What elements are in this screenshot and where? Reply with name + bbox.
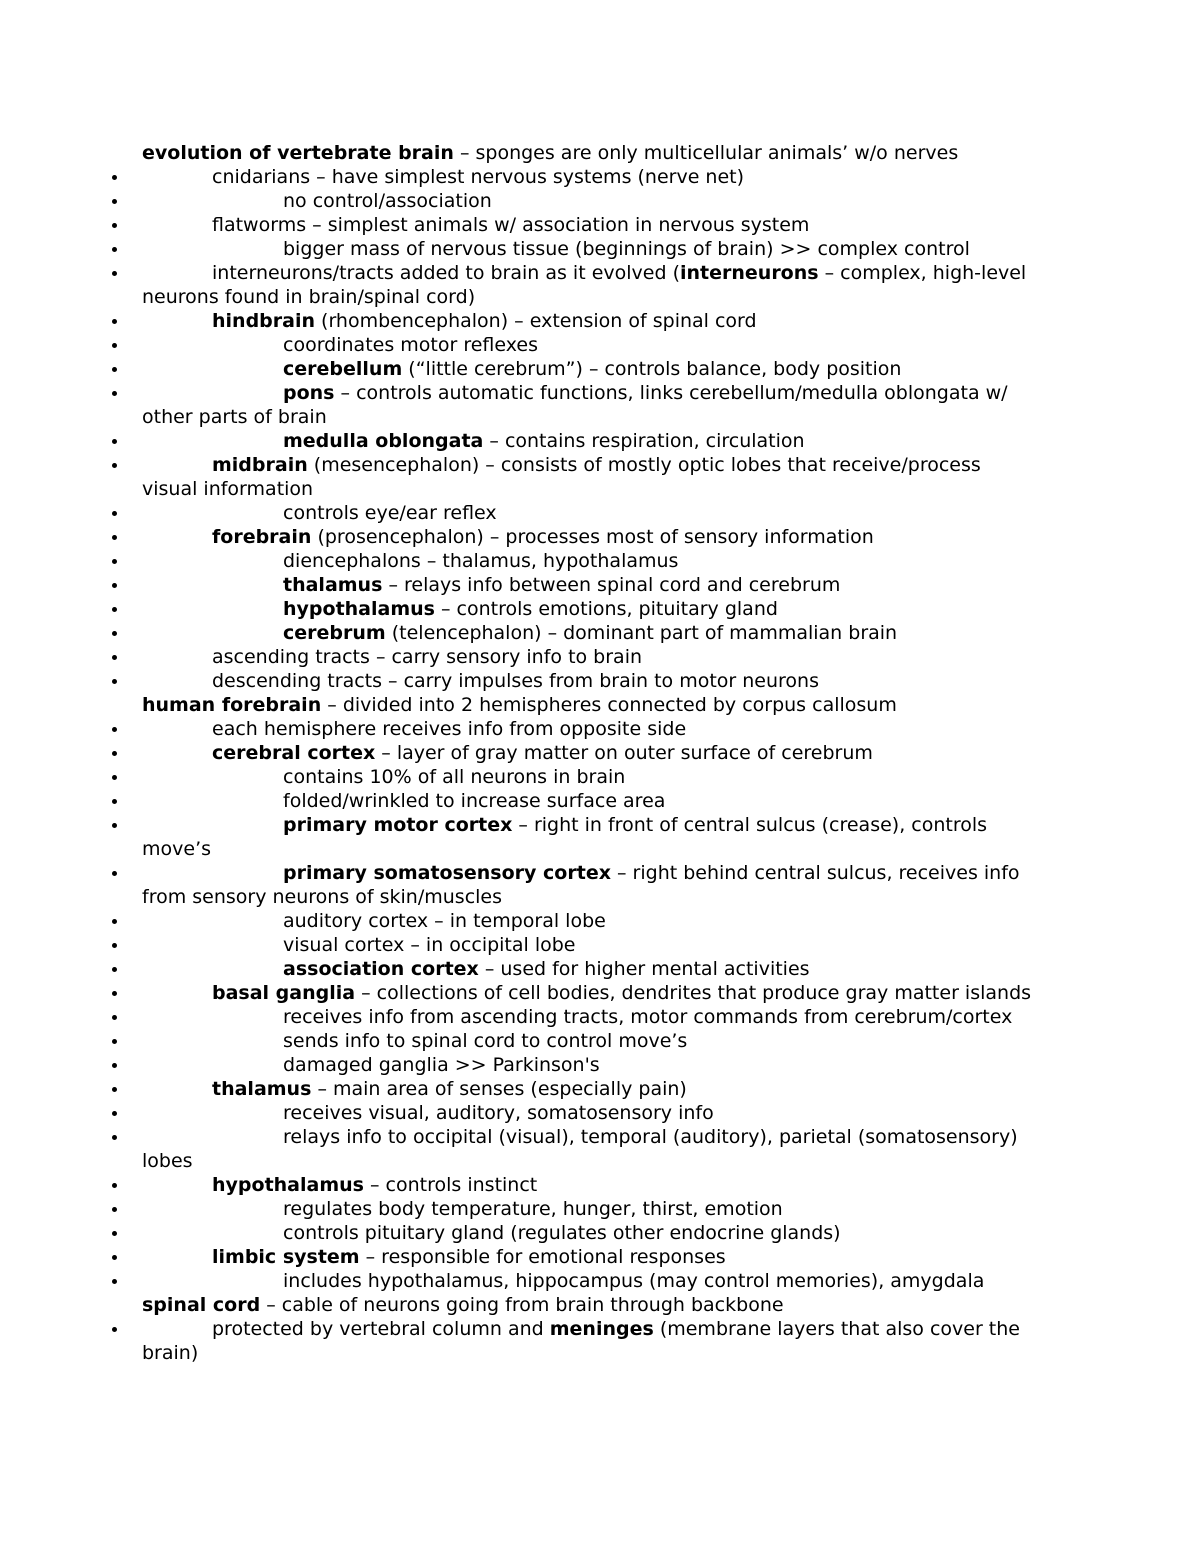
term-bold: cerebrum <box>283 622 386 644</box>
bullet-icon <box>112 583 117 588</box>
bullet-icon <box>112 655 117 660</box>
term-bold: evolution of vertebrate brain <box>142 142 454 164</box>
line-text <box>283 429 805 453</box>
list-item <box>0 813 1200 837</box>
list-item <box>0 717 1200 741</box>
bullet-icon <box>112 1039 117 1044</box>
line-text <box>283 957 810 981</box>
bullet-icon <box>112 775 117 780</box>
line-text <box>212 453 981 477</box>
bullet-icon <box>112 535 117 540</box>
description-text: folded/wrinkled to increase surface area <box>283 790 666 812</box>
list-item <box>0 333 1200 357</box>
bullet-icon <box>112 1135 117 1140</box>
list-item <box>0 1125 1200 1149</box>
line-text <box>283 1197 783 1221</box>
description-text: relays info to occipital (visual), temporal (auditory), parietal (somatosensory) <box>283 1126 1018 1148</box>
line-text <box>212 741 873 765</box>
line-text <box>142 141 958 165</box>
line-text <box>283 189 492 213</box>
bullet-icon <box>112 679 117 684</box>
list-item <box>0 141 1200 165</box>
bullet-icon <box>112 607 117 612</box>
list-item <box>0 525 1200 549</box>
description-text: – controls automatic functions, links cerebellum/medulla oblongata w/ <box>334 382 1008 404</box>
list-item <box>0 573 1200 597</box>
line-text <box>212 981 1031 1005</box>
list-item <box>0 669 1200 693</box>
line-continuation <box>0 285 1200 309</box>
bullet-icon <box>112 727 117 732</box>
list-item <box>0 1053 1200 1077</box>
description-text: damaged ganglia >> Parkinson's <box>283 1054 600 1076</box>
term-bold: primary motor cortex <box>283 814 513 836</box>
description-text: – main area of senses (especially pain) <box>311 1078 687 1100</box>
list-item <box>0 693 1200 717</box>
line-text <box>142 885 502 909</box>
list-item <box>0 1269 1200 1293</box>
description-text: neurons found in brain/spinal cord) <box>142 286 476 308</box>
line-text <box>283 765 625 789</box>
list-item <box>0 453 1200 477</box>
list-item <box>0 1197 1200 1221</box>
list-item <box>0 1317 1200 1341</box>
description-text: – sponges are only multicellular animals’ w/o nerves <box>453 142 959 164</box>
description-text: (prosencephalon) – processes most of sensory information <box>311 526 874 548</box>
line-continuation <box>0 837 1200 861</box>
bullet-icon <box>112 991 117 996</box>
bullet-icon <box>112 1183 117 1188</box>
bullet-icon <box>112 1255 117 1260</box>
description-text: – responsible for emotional responses <box>359 1246 726 1268</box>
line-text <box>283 1269 984 1293</box>
bullet-icon <box>112 943 117 948</box>
list-item <box>0 741 1200 765</box>
description-text: each hemisphere receives info from opposite side <box>212 718 687 740</box>
description-text: auditory cortex – in temporal lobe <box>283 910 606 932</box>
list-item <box>0 165 1200 189</box>
description-text: (membrane layers that also cover the <box>653 1318 1020 1340</box>
bullet-icon <box>112 511 117 516</box>
bullet-icon <box>112 439 117 444</box>
line-text <box>283 597 778 621</box>
term-bold: limbic system <box>212 1246 360 1268</box>
list-item <box>0 789 1200 813</box>
description-text: flatworms – simplest animals w/ association in nervous system <box>212 214 810 236</box>
term-bold: pons <box>283 382 335 404</box>
description-text: regulates body temperature, hunger, thirst, emotion <box>283 1198 783 1220</box>
description-text: includes hypothalamus, hippocampus (may control memories), amygdala <box>283 1270 985 1292</box>
bullet-icon <box>112 1207 117 1212</box>
bullet-icon <box>112 559 117 564</box>
description-text: – complex, high-level <box>818 262 1027 284</box>
term-bold: forebrain <box>212 526 312 548</box>
bullet-icon <box>112 199 117 204</box>
term-bold: medulla oblongata <box>283 430 484 452</box>
bullet-icon <box>112 463 117 468</box>
line-text <box>283 909 606 933</box>
line-text <box>142 1341 198 1365</box>
term-bold: association cortex <box>283 958 479 980</box>
bullet-icon <box>112 1279 117 1284</box>
term-bold: meninges <box>549 1318 654 1340</box>
bullet-icon <box>112 631 117 636</box>
line-text <box>142 693 897 717</box>
description-text: interneurons/tracts added to brain as it evolved ( <box>212 262 680 284</box>
line-text <box>212 309 757 333</box>
term-bold: thalamus <box>212 1078 312 1100</box>
line-text <box>283 1053 600 1077</box>
line-text <box>212 261 1026 285</box>
line-text <box>212 525 874 549</box>
line-text <box>283 1101 714 1125</box>
bullet-icon <box>112 1015 117 1020</box>
bullet-icon <box>112 1327 117 1332</box>
term-bold: thalamus <box>283 574 383 596</box>
line-text <box>142 1293 784 1317</box>
description-text: – right in front of central sulcus (crease), controls <box>512 814 988 836</box>
description-text: contains 10% of all neurons in brain <box>283 766 626 788</box>
list-item <box>0 1293 1200 1317</box>
description-text: brain) <box>142 1342 199 1364</box>
line-text <box>212 1245 726 1269</box>
term-bold: midbrain <box>212 454 308 476</box>
description-text: (mesencephalon) – consists of mostly optic lobes that receive/process <box>307 454 981 476</box>
description-text: bigger mass of nervous tissue (beginnings of brain) >> complex control <box>283 238 970 260</box>
line-text <box>283 381 1008 405</box>
list-item <box>0 909 1200 933</box>
term-bold: cerebellum <box>283 358 403 380</box>
description-text: coordinates motor reflexes <box>283 334 538 356</box>
list-item <box>0 645 1200 669</box>
list-item <box>0 213 1200 237</box>
description-text: no control/association <box>283 190 492 212</box>
list-item <box>0 1245 1200 1269</box>
term-bold: basal ganglia <box>212 982 356 1004</box>
bullet-icon <box>112 367 117 372</box>
list-item <box>0 861 1200 885</box>
list-item <box>0 981 1200 1005</box>
line-text <box>212 165 744 189</box>
line-text <box>212 1173 537 1197</box>
list-item <box>0 621 1200 645</box>
list-item <box>0 381 1200 405</box>
description-text: controls pituitary gland (regulates other endocrine glands) <box>283 1222 841 1244</box>
description-text: sends info to spinal cord to control move’s <box>283 1030 688 1052</box>
bullet-icon <box>112 319 117 324</box>
line-text <box>283 1125 1018 1149</box>
description-text: from sensory neurons of skin/muscles <box>142 886 503 908</box>
term-bold: spinal cord <box>142 1294 261 1316</box>
line-continuation <box>0 477 1200 501</box>
line-continuation <box>0 1149 1200 1173</box>
description-text: controls eye/ear reflex <box>283 502 497 524</box>
line-text <box>212 717 686 741</box>
description-text: other parts of brain <box>142 406 327 428</box>
list-item <box>0 1101 1200 1125</box>
description-text: ascending tracts – carry sensory info to brain <box>212 646 643 668</box>
term-bold: interneurons <box>680 262 819 284</box>
list-item <box>0 1173 1200 1197</box>
term-bold: cerebral cortex <box>212 742 376 764</box>
bullet-icon <box>112 247 117 252</box>
bullet-icon <box>112 1111 117 1116</box>
line-text <box>283 789 665 813</box>
line-text <box>283 573 840 597</box>
line-continuation <box>0 1341 1200 1365</box>
bullet-icon <box>112 343 117 348</box>
line-continuation <box>0 885 1200 909</box>
line-text <box>212 669 819 693</box>
line-text <box>212 213 809 237</box>
description-text: cnidarians – have simplest nervous systems (nerve net) <box>212 166 745 188</box>
description-text: visual information <box>142 478 314 500</box>
line-text <box>212 1317 1020 1341</box>
description-text: – right behind central sulcus, receives info <box>610 862 1020 884</box>
description-text: – used for higher mental activities <box>478 958 810 980</box>
list-item <box>0 1221 1200 1245</box>
bullet-icon <box>112 871 117 876</box>
description-text: protected by vertebral column and <box>212 1318 550 1340</box>
list-item <box>0 765 1200 789</box>
line-text <box>283 549 678 573</box>
description-text: receives visual, auditory, somatosensory info <box>283 1102 714 1124</box>
line-text <box>283 861 1020 885</box>
line-text <box>142 1149 193 1173</box>
list-item <box>0 429 1200 453</box>
description-text: (telencephalon) – dominant part of mammalian brain <box>385 622 898 644</box>
list-item <box>0 549 1200 573</box>
line-text <box>142 477 313 501</box>
bullet-icon <box>112 271 117 276</box>
list-item <box>0 597 1200 621</box>
line-text <box>142 285 475 309</box>
description-text: move’s <box>142 838 212 860</box>
description-text: – contains respiration, circulation <box>483 430 805 452</box>
line-text <box>283 237 970 261</box>
description-text: visual cortex – in occipital lobe <box>283 934 576 956</box>
list-item <box>0 357 1200 381</box>
line-text <box>283 621 897 645</box>
description-text: – divided into 2 hemispheres connected by corpus callosum <box>321 694 897 716</box>
bullet-icon <box>112 223 117 228</box>
line-text <box>283 333 538 357</box>
line-text <box>283 1029 687 1053</box>
line-text <box>283 1221 841 1245</box>
term-bold: hypothalamus <box>283 598 435 620</box>
bullet-icon <box>112 919 117 924</box>
description-text: – controls emotions, pituitary gland <box>434 598 778 620</box>
document-body <box>0 141 1200 1365</box>
description-text: – layer of gray matter on outer surface of cerebrum <box>375 742 873 764</box>
line-text <box>283 933 576 957</box>
list-item <box>0 189 1200 213</box>
description-text: lobes <box>142 1150 193 1172</box>
list-item <box>0 237 1200 261</box>
list-item <box>0 1005 1200 1029</box>
term-bold: primary somatosensory cortex <box>283 862 611 884</box>
line-text <box>283 813 987 837</box>
line-text <box>283 1005 1012 1029</box>
bullet-icon <box>112 751 117 756</box>
bullet-icon <box>112 1087 117 1092</box>
description-text: – collections of cell bodies, dendrites that produce gray matter islands <box>355 982 1032 1004</box>
bullet-icon <box>112 967 117 972</box>
list-item <box>0 933 1200 957</box>
list-item <box>0 261 1200 285</box>
bullet-icon <box>112 799 117 804</box>
term-bold: human forebrain <box>142 694 322 716</box>
line-continuation <box>0 405 1200 429</box>
bullet-icon <box>112 823 117 828</box>
list-item <box>0 1077 1200 1101</box>
list-item <box>0 957 1200 981</box>
line-text <box>142 837 211 861</box>
list-item <box>0 1029 1200 1053</box>
bullet-icon <box>112 391 117 396</box>
line-text <box>142 405 327 429</box>
bullet-icon <box>112 1231 117 1236</box>
description-text: (rhombencephalon) – extension of spinal cord <box>315 310 757 332</box>
line-text <box>212 1077 687 1101</box>
description-text: descending tracts – carry impulses from brain to motor neurons <box>212 670 819 692</box>
line-text <box>283 357 901 381</box>
bullet-icon <box>112 1063 117 1068</box>
line-text <box>212 645 642 669</box>
description-text: – controls instinct <box>363 1174 538 1196</box>
description-text: – relays info between spinal cord and cerebrum <box>382 574 841 596</box>
bullet-icon <box>112 175 117 180</box>
description-text: (“little cerebrum”) – controls balance, body position <box>402 358 902 380</box>
term-bold: hindbrain <box>212 310 315 332</box>
description-text: receives info from ascending tracts, motor commands from cerebrum/cortex <box>283 1006 1013 1028</box>
description-text: diencephalons – thalamus, hypothalamus <box>283 550 679 572</box>
list-item <box>0 309 1200 333</box>
description-text: – cable of neurons going from brain through backbone <box>260 1294 784 1316</box>
line-text <box>283 501 497 525</box>
term-bold: hypothalamus <box>212 1174 364 1196</box>
list-item <box>0 501 1200 525</box>
